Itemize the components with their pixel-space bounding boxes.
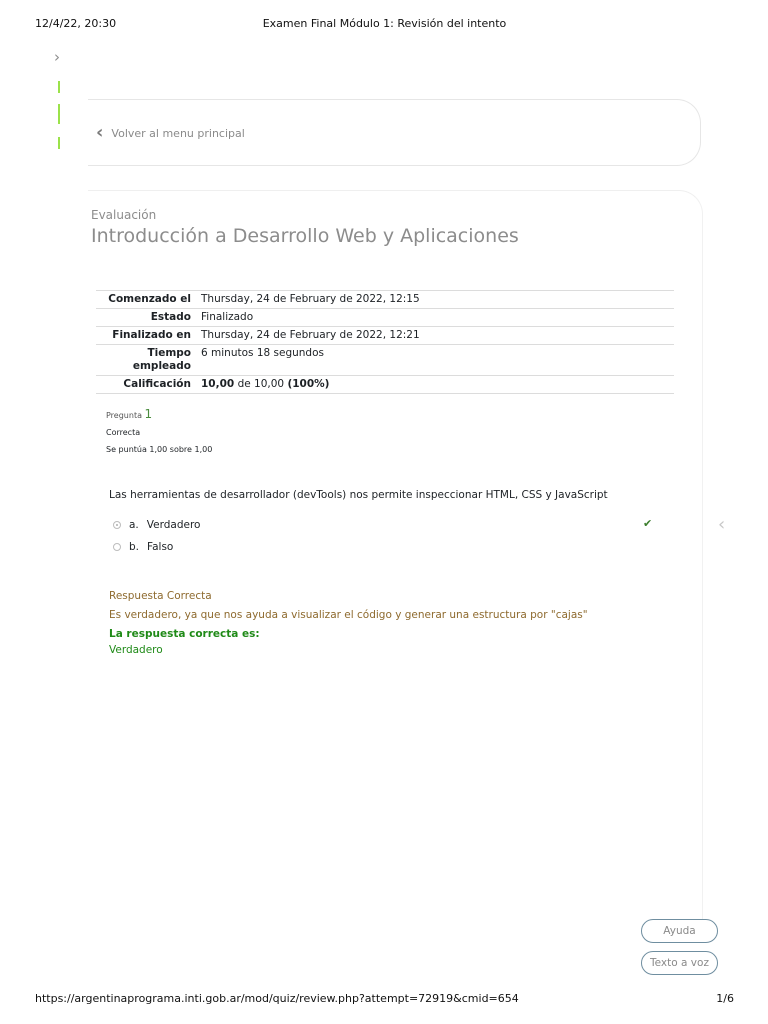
table-row (96, 327, 674, 345)
summary-key (96, 345, 196, 376)
text-to-speech-button[interactable]: Texto a voz (641, 951, 718, 975)
answer-option-b[interactable] (113, 541, 173, 553)
summary-key: Estado (96, 309, 196, 327)
progress-mark (58, 137, 60, 149)
option-letter: a. (129, 519, 139, 531)
back-card (88, 99, 701, 166)
table-row (96, 291, 674, 309)
grade-score: 10,00 (201, 378, 235, 390)
summary-key: Finalizado en (96, 327, 196, 345)
check-icon: ✔ (643, 517, 653, 530)
question-number: 1 (144, 407, 153, 421)
attempt-summary-table (96, 290, 674, 394)
page-kicker: Evaluación (91, 208, 157, 222)
answer-option-a[interactable] (113, 519, 200, 531)
grade-max: de 10,00 (237, 378, 285, 390)
page-title: Introducción a Desarrollo Web y Aplicaciones (91, 225, 519, 247)
table-row (96, 309, 674, 327)
back-to-menu-link[interactable] (96, 122, 245, 143)
feedback-title: Respuesta Correcta (109, 590, 212, 602)
option-label: Falso (147, 541, 174, 553)
grade-percent: (100%) (287, 378, 330, 390)
print-url: https://argentinaprograma.inti.gob.ar/mod/quiz/review.php?attempt=72919&cmid=654 (35, 991, 519, 1005)
question-text: Las herramientas de desarrollador (devTools) nos permite inspeccionar HTML, CSS y JavaScript (109, 489, 608, 501)
summary-value: 6 minutos 18 segundos (196, 345, 674, 376)
summary-key-line: Tiempo (147, 347, 191, 359)
question-info (106, 406, 212, 458)
radio-button[interactable] (113, 521, 121, 529)
summary-key: Calificación (96, 376, 196, 394)
table-row (96, 345, 674, 376)
table-row (96, 376, 674, 394)
summary-value: Thursday, 24 de February de 2022, 12:15 (196, 291, 674, 309)
back-link-label: Volver al menu principal (111, 126, 245, 140)
option-label: Verdadero (146, 519, 201, 531)
right-answer-value: Verdadero (109, 644, 163, 656)
summary-value (196, 376, 674, 394)
progress-mark (58, 81, 60, 93)
question-score: Se puntúa 1,00 sobre 1,00 (106, 445, 213, 454)
chevron-right-icon[interactable]: › (54, 48, 60, 66)
summary-value: Finalizado (196, 309, 674, 327)
question-label: Pregunta (106, 411, 142, 420)
radio-button[interactable] (113, 543, 121, 551)
print-page-number: 1/6 (716, 991, 734, 1005)
question-status: Correcta (106, 428, 141, 437)
print-header (35, 15, 734, 31)
print-datetime: 12/4/22, 20:30 (35, 16, 117, 30)
help-button[interactable]: Ayuda (641, 919, 718, 943)
print-footer (35, 990, 734, 1006)
progress-mark (58, 104, 60, 124)
chevron-left-icon: ‹ (96, 122, 104, 143)
option-letter: b. (129, 541, 140, 553)
summary-key: Comenzado el (96, 291, 196, 309)
summary-key-line: empleado (132, 360, 191, 372)
summary-value: Thursday, 24 de February de 2022, 12:21 (196, 327, 674, 345)
right-answer-label: La respuesta correcta es: (109, 628, 260, 640)
print-title: Examen Final Módulo 1: Revisión del intento (262, 16, 507, 30)
quiz-review-card (88, 190, 703, 930)
chevron-left-icon[interactable]: ‹ (718, 514, 726, 535)
feedback-text: Es verdadero, ya que nos ayuda a visualizar el código y generar una estructura por "cajas" (109, 609, 588, 621)
